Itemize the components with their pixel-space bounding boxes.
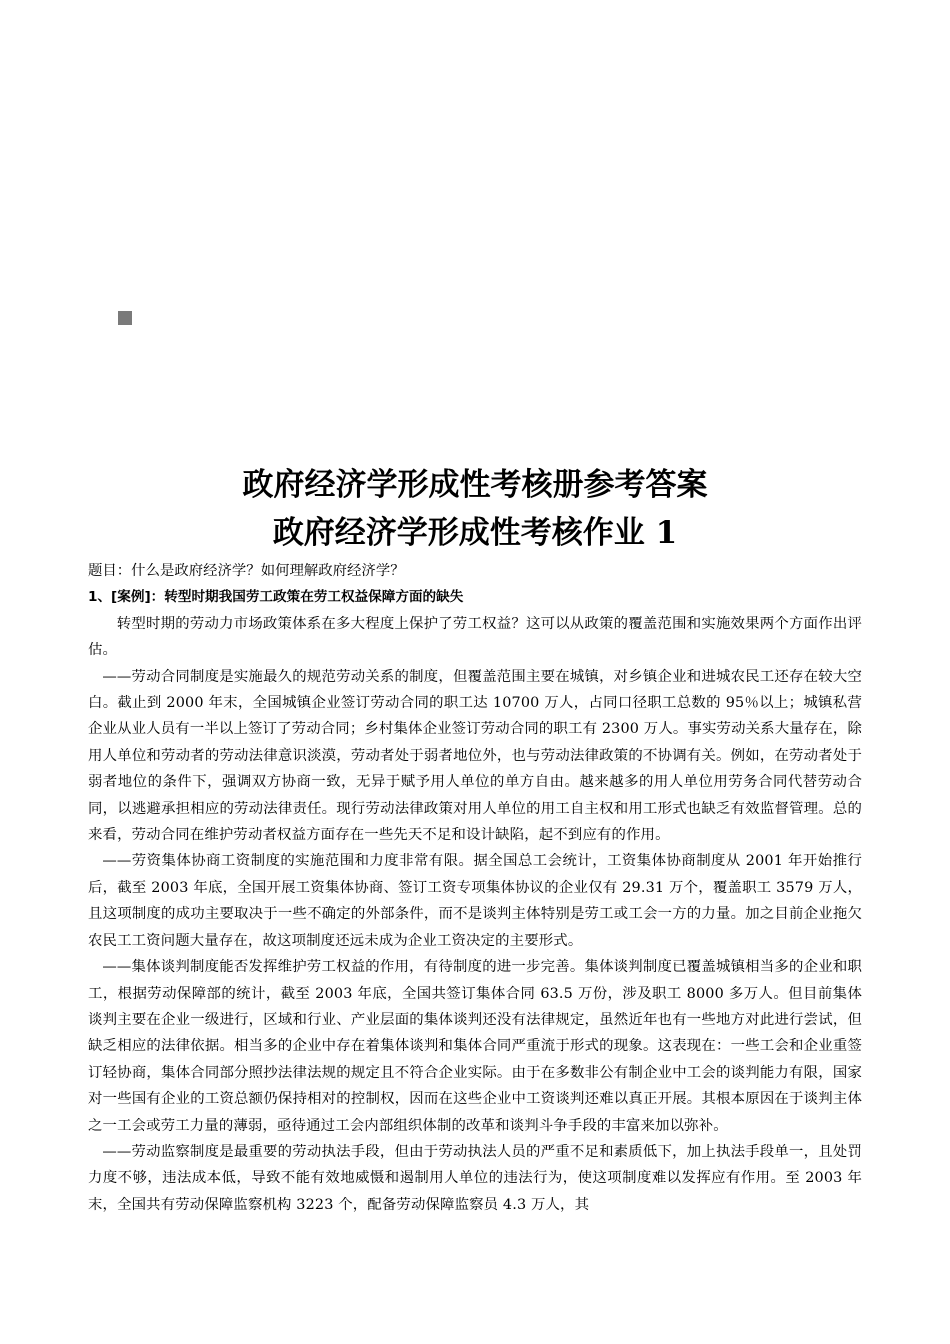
paragraph-labor-inspection: ——劳动监察制度是最重要的劳动执法手段，但由于劳动执法人员的严重不足和素质低下，加上执法手段单一，且处罚力度不够，违法成本低，导致不能有效地威慑和遏制用人单位的违法行为，使这项制度难以发挥应有作用。至 2003 年末，全国共有劳动保障监察机构 3223 个，配备劳动保障监察员 4.3 万人，其	[88, 1143, 862, 1213]
paragraph-collective-bargaining: ——集体谈判制度能否发挥维护劳工权益的作用，有待制度的进一步完善。集体谈判制度已覆盖城镇相当多的企业和职工，根据劳动保障部的统计，截至 2003 年底，全国共签订集体合同 63.5 万份，涉及职工 8000 多万人。但目前集体谈判主要在企业一级进行，区域和行业、产业层面的集体谈判还没有法律规定，虽然近年也有一些地方对此进行尝试，但缺乏相应的法律依据。相当多的企业中存在着集体谈判和集体合同严重流于形式的现象。这表现在：一些工会和企业重签订轻协商，集体合同部分照抄法律法规的规定且不符合企业实际。由于在多数非公有制企业中工会的谈判能力有限，国家对一些国有企业的工资总额仍保持相对的控制权，因而在这些企业中工资谈判还难以真正开展。其根本原因在于谈判主体之一工会或劳工力量的薄弱，亟待通过工会内部组织体制的改革和谈判斗争手段的丰富来加以弥补。	[88, 959, 862, 1134]
paragraph-collective-wage: ——劳资集体协商工资制度的实施范围和力度非常有限。据全国总工会统计，工资集体协商制度从 2001 年开始推行后，截至 2003 年底，全国开展工资集体协商、签订工资专项集体协议的企业仅有 29.31 万个，覆盖职工 3579 万人，且这项制度的成功主要取决于一些不确定的外部条件，而不是谈判主体特别是劳工或工会一方的力量。加之目前企业拖欠农民工工资问题大量存在，故这项制度还远未成为企业工资决定的主要形式。	[88, 853, 862, 949]
document-body	[88, 558, 862, 1218]
question-line: 题目：什么是政府经济学？如何理解政府经济学？	[88, 563, 405, 579]
paragraph-labor-contract: ——劳动合同制度是实施最久的规范劳动关系的制度，但覆盖范围主要在城镇，对乡镇企业和进城农民工还存在较大空白。截止到 2000 年末，全国城镇企业签订劳动合同的职工达 10700 万人，占同口径职工总数的 95％以上；城镇私营企业从业人员有一半以上签订了劳动合同；乡村集体企业签订劳动合同的职工有 2300 万人。事实劳动关系大量存在，除用人单位和劳动者的劳动法律意识淡漠，劳动者处于弱者地位外，也与劳动法律政策的不协调有关。例如，在劳动者处于弱者地位的条件下，强调双方协商一致，无异于赋予用人单位的单方自由。越来越多的用人单位用劳务合同代替劳动合同，以逃避承担相应的劳动法律责任。现行劳动法律政策对用人单位的用工自主权和用工形式也缺乏有效监督管理。总的来看，劳动合同在维护劳动者权益方面存在一些先天不足和设计缺陷，起不到应有的作用。	[88, 668, 862, 844]
bullet-square-icon	[118, 311, 132, 325]
document-subtitle: 政府经济学形成性考核作业 1	[272, 515, 678, 551]
paragraph-intro: 转型时期的劳动力市场政策体系在多大程度上保护了劳工权益？这可以从政策的覆盖范围和实施效果两个方面作出评估。	[88, 615, 862, 659]
document-title: 政府经济学形成性考核册参考答案	[242, 467, 708, 503]
case-heading: 1、[案例]：转型时期我国劳工政策在劳工权益保障方面的缺失	[88, 589, 464, 606]
